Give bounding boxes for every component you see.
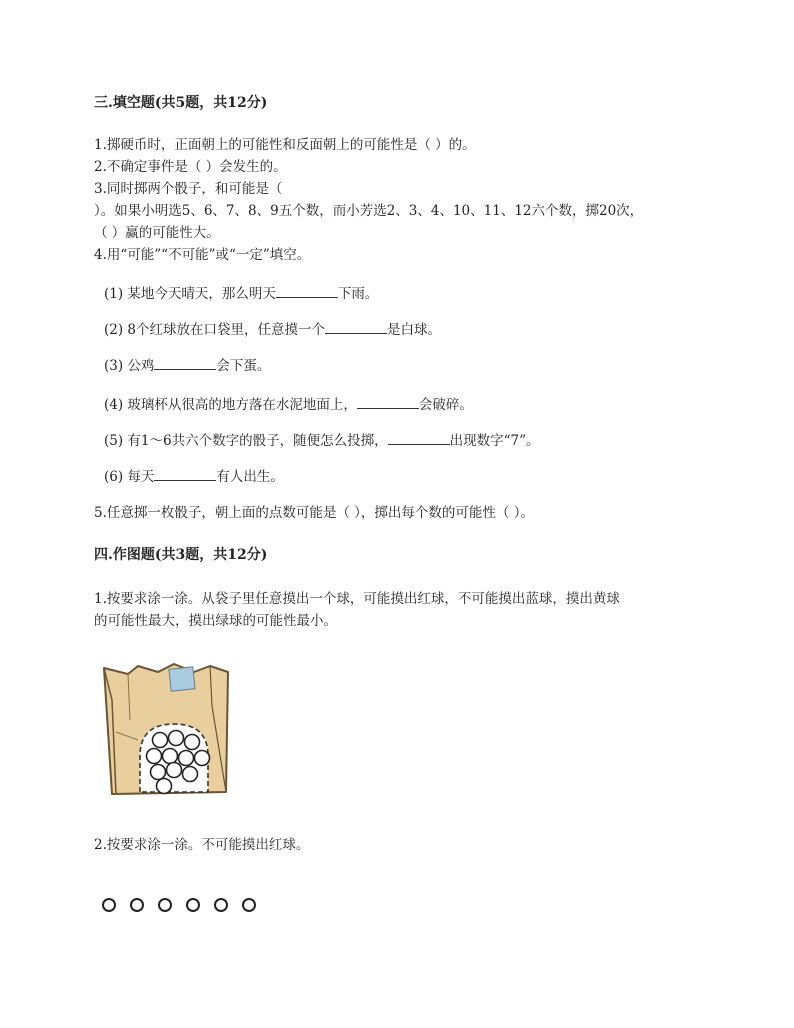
empty-circle[interactable] (242, 898, 256, 912)
subquestion-3 (104, 356, 270, 375)
question-3-3-line1: 3.同时掷两个骰子，和可能是（ (94, 181, 283, 197)
ball-circle[interactable] (167, 763, 182, 778)
answer-blank[interactable] (388, 431, 450, 445)
empty-circle[interactable] (130, 898, 144, 912)
circles-row (102, 898, 256, 912)
answer-blank[interactable] (325, 320, 387, 334)
question-4-1-line2: 的可能性最大，摸出绿球的可能性最小。 (94, 613, 337, 629)
sub6-text: (6) 每天 (104, 469, 155, 485)
sub3-text: (3) 公鸡 (104, 358, 155, 374)
section3-heading: 三.填空题(共5题，共12分) (94, 95, 268, 111)
sub3-tail: 会下蛋。 (216, 358, 271, 374)
ball-circle[interactable] (169, 731, 184, 746)
section4-heading: 四.作图题(共3题，共12分) (94, 547, 268, 563)
ball-circle[interactable] (157, 779, 172, 794)
question-3-3-line3: （ ）赢的可能性大。 (94, 225, 220, 241)
question-3-1: 1.掷硬币时，正面朝上的可能性和反面朝上的可能性是（ ）的。 (94, 137, 476, 153)
ball-circle[interactable] (151, 765, 166, 780)
ball-circle[interactable] (185, 735, 200, 750)
paper-bag-illustration (98, 660, 234, 808)
sub2-text: (2) 8个红球放在口袋里，任意摸一个 (104, 322, 326, 338)
ball-circle[interactable] (183, 767, 198, 782)
ball-circle[interactable] (195, 751, 210, 766)
sub2-tail: 是白球。 (387, 322, 442, 338)
empty-circle[interactable] (158, 898, 172, 912)
ball-circle[interactable] (147, 749, 162, 764)
sub5-text: (5) 有1～6共六个数字的骰子，随便怎么投掷， (104, 433, 388, 449)
sub5-tail: 出现数字“7”。 (449, 433, 540, 449)
answer-blank[interactable] (357, 395, 419, 409)
answer-blank[interactable] (154, 356, 216, 370)
ball-circle[interactable] (179, 751, 194, 766)
question-3-5: 5.任意掷一枚骰子，朝上面的点数可能是（ ），掷出每个数的可能性（ ）。 (94, 505, 534, 521)
ball-circle[interactable] (153, 733, 168, 748)
empty-circle[interactable] (214, 898, 228, 912)
sub4-tail: 会破碎。 (418, 397, 473, 413)
sub4-text: (4) 玻璃杯从很高的地方落在水泥地面上， (104, 397, 357, 413)
subquestion-1 (104, 284, 378, 303)
answer-blank[interactable] (276, 284, 338, 298)
empty-circle[interactable] (186, 898, 200, 912)
sub1-text: (1) 某地今天晴天，那么明天 (104, 286, 276, 302)
answer-blank[interactable] (154, 467, 216, 481)
empty-circle[interactable] (102, 898, 116, 912)
question-4-1-line1: 1.按要求涂一涂。从袋子里任意摸出一个球，可能摸出红球，不可能摸出蓝球，摸出黄球 (94, 591, 620, 607)
sub1-tail: 下雨。 (337, 286, 379, 302)
question-3-4: 4.用“可能”“不可能”或“一定”填空。 (94, 247, 311, 263)
subquestion-6 (104, 467, 284, 486)
ball-circle[interactable] (163, 749, 178, 764)
subquestion-5 (104, 431, 540, 450)
sub6-tail: 有人出生。 (216, 469, 284, 485)
question-3-2: 2.不确定事件是（ ）会发生的。 (94, 159, 287, 175)
question-3-3-line2: ）。如果小明选5、6、7、8、9五个数，而小芳选2、3、4、10、11、12六个数，掷20次， (94, 203, 644, 219)
subquestion-2 (104, 320, 441, 339)
subquestion-4 (104, 395, 473, 414)
question-4-2: 2.按要求涂一涂。不可能摸出红球。 (94, 837, 310, 853)
